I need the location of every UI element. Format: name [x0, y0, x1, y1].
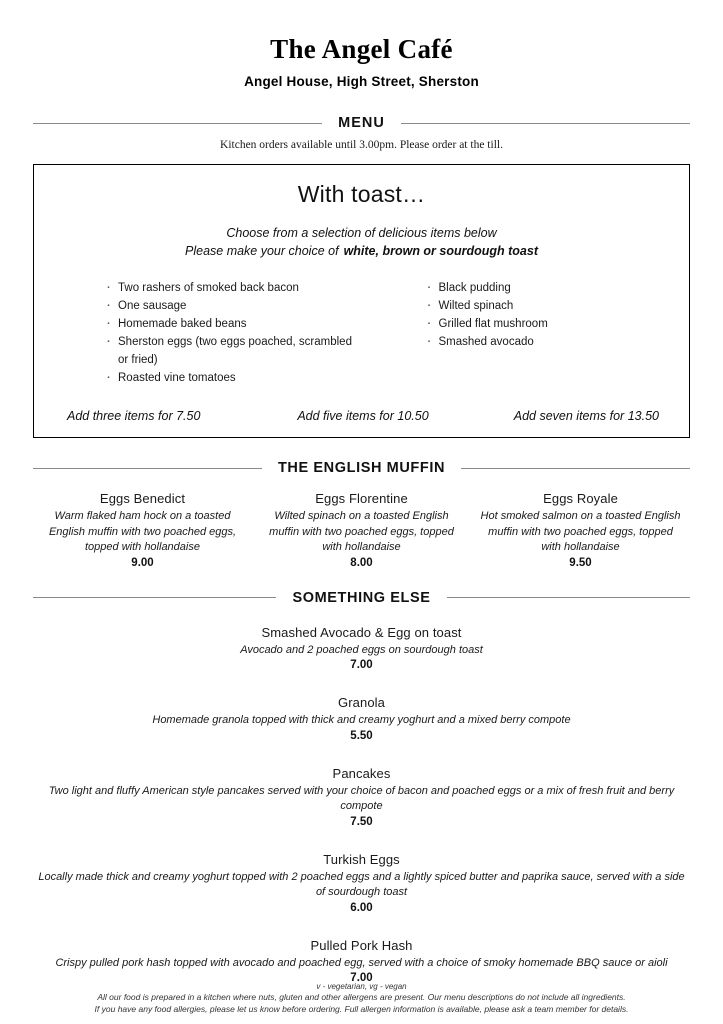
dietary-key: v - vegetarian, vg - vegan	[316, 982, 407, 991]
dish-name: Eggs Benedict	[99, 491, 186, 506]
dish-name: Granola	[338, 695, 385, 710]
dish-name: Eggs Royale	[543, 491, 618, 506]
something-else-heading: SOMETHING ELSE	[292, 589, 431, 606]
menu-item	[33, 766, 690, 828]
list-item: · Two rashers of smoked back bacon	[106, 279, 362, 297]
toast-items-columns	[34, 279, 689, 387]
price-option-seven: Add seven items for 13.50	[513, 409, 659, 423]
list-item: · Sherston eggs (two eggs poached, scrambled or fried)	[106, 333, 362, 369]
menu-item	[33, 938, 690, 985]
list-item: · Smashed avocado	[427, 333, 690, 351]
dish-price: 9.00	[131, 556, 154, 569]
dish-price: 8.00	[350, 556, 373, 569]
dish-name: Smashed Avocado & Egg on toast	[261, 624, 462, 640]
toast-choice-options: white, brown or sourdough toast	[343, 244, 538, 258]
divider-line-right	[447, 597, 690, 598]
menu-item	[33, 491, 252, 569]
with-toast-subtitle-1: Choose from a selection of delicious items below	[226, 226, 497, 240]
dish-name: Eggs Florentine	[315, 491, 408, 506]
dish-price: 7.50	[350, 815, 373, 828]
dish-price: 5.50	[350, 729, 373, 742]
dish-description: Homemade granola topped with thick and creamy yoghurt and a mixed berry compote	[152, 714, 571, 726]
toast-items-left-column	[34, 279, 362, 387]
dish-price: 7.00	[350, 659, 373, 671]
list-item: · Roasted vine tomatoes	[106, 369, 362, 387]
cafe-address: Angel House, High Street, Sherston	[244, 74, 479, 89]
toast-items-right-column	[362, 279, 690, 387]
menu-item	[33, 852, 690, 914]
allergen-notice-line-2: If you have any food allergies, please let us know before ordering. Full allergen information is available, please ask a team member for details.	[94, 1004, 629, 1014]
list-item: · Black pudding	[427, 279, 690, 297]
kitchen-hours-note: Kitchen orders available until 3.00pm. Please order at the till.	[220, 139, 503, 151]
menu-item	[33, 695, 690, 742]
something-else-dishes	[0, 625, 723, 985]
menu-item	[252, 491, 471, 569]
dish-description: Warm flaked ham hock on a toasted English muffin with two poached eggs, topped with hollandaise	[48, 510, 237, 553]
muffin-section-divider	[0, 460, 723, 476]
muffin-section-heading: THE ENGLISH MUFFIN	[277, 460, 446, 476]
with-toast-subtitle-2	[34, 244, 689, 258]
divider-line-right	[401, 123, 690, 124]
dish-description: Hot smoked salmon on a toasted English muffin with two poached eggs, topped with hollandaise	[480, 510, 681, 553]
dish-description: Crispy pulled pork hash topped with avocado and poached egg, served with a choice of smoky homemade BBQ sauce or aioli	[55, 956, 668, 969]
dish-description: Locally made thick and creamy yoghurt topped with 2 poached eggs and a lightly spiced butter and paprika sauce, served with a side of sourdough toast	[38, 870, 685, 898]
footer	[0, 982, 723, 1015]
list-item: · Homemade baked beans	[106, 315, 362, 333]
divider-line-left	[33, 468, 262, 469]
page-title: The Angel Café	[270, 34, 453, 64]
list-item: · Grilled flat mushroom	[427, 315, 690, 333]
dish-price: 9.50	[569, 556, 592, 569]
muffin-dishes	[0, 491, 723, 569]
menu-item	[33, 625, 690, 672]
toast-choice-prefix: Please make your choice of	[185, 244, 339, 258]
allergen-notice-line-1: All our food is prepared in a kitchen where nuts, gluten and other allergens are present. Our menu descriptions do not include all ingredients.	[97, 992, 626, 1002]
with-toast-heading: With toast…	[297, 181, 426, 207]
dish-description: Wilted spinach on a toasted English muffin with two poached eggs, topped with hollandaise	[269, 510, 454, 553]
dish-name: Turkish Eggs	[323, 851, 400, 867]
price-option-five: Add five items for 10.50	[297, 409, 429, 423]
menu-item	[471, 491, 690, 569]
menu-heading: MENU	[338, 115, 385, 131]
list-item: · Wilted spinach	[427, 297, 690, 315]
dish-name: Pancakes	[332, 765, 391, 781]
dish-price: 6.00	[350, 901, 373, 914]
dish-description: Avocado and 2 poached eggs on sourdough toast	[240, 643, 483, 656]
toast-price-options	[34, 409, 689, 423]
dish-name: Pulled Pork Hash	[310, 937, 413, 953]
price-option-three: Add three items for 7.50	[67, 409, 201, 423]
dish-description: Two light and fluffy American style pancakes served with your choice of bacon and poached eggs or a mix of fresh fruit and berry compote	[48, 784, 675, 812]
list-item: · One sausage	[106, 297, 362, 315]
divider-line-left	[33, 597, 276, 598]
something-else-divider	[0, 590, 723, 606]
divider-line-right	[461, 468, 690, 469]
with-toast-panel	[33, 164, 690, 438]
dish-price: 7.00	[350, 972, 373, 984]
divider-line-left	[33, 123, 322, 124]
menu-section-divider	[0, 115, 723, 131]
